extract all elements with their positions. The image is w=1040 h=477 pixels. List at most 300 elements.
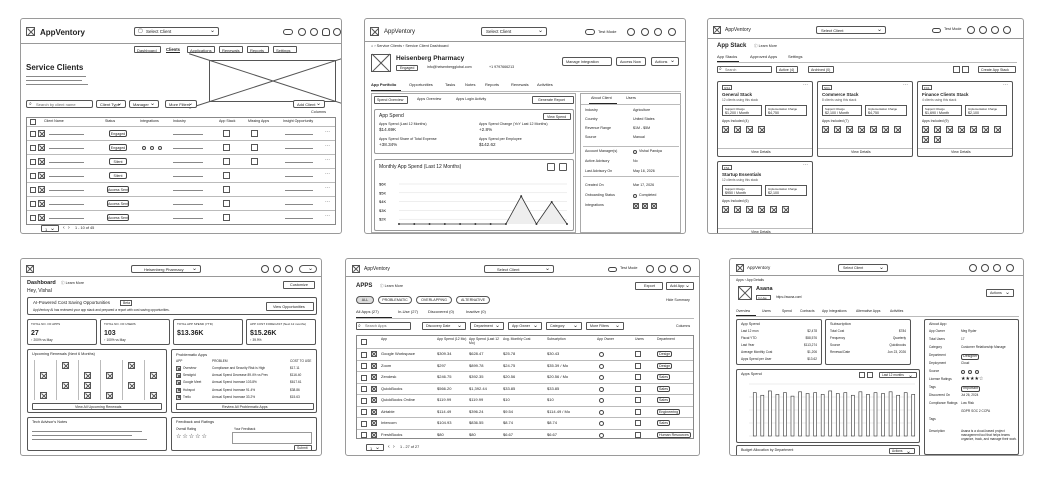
client-search-input[interactable]: ⌕ Search by client name bbox=[26, 100, 93, 108]
actions-button[interactable]: Actions ⌄ bbox=[651, 57, 679, 66]
app-stack-icon[interactable] bbox=[223, 172, 230, 179]
stack-menu-icon[interactable]: ⋯ bbox=[803, 82, 808, 88]
view-details-link[interactable]: View Details bbox=[851, 150, 871, 154]
client-logo bbox=[371, 54, 391, 72]
chart-type-icon[interactable] bbox=[559, 163, 567, 171]
users-add-icon[interactable] bbox=[635, 409, 641, 415]
about-label: Source bbox=[585, 135, 597, 139]
select-client-dropdown[interactable]: Select Client ⌄ bbox=[838, 264, 888, 272]
table-row[interactable] bbox=[357, 429, 693, 440]
renewal-app-icon[interactable] bbox=[150, 392, 157, 399]
table-row[interactable] bbox=[27, 210, 335, 224]
table-header-cell: App Spend (Last 12 Mo) bbox=[469, 337, 499, 345]
renewal-app-icon[interactable] bbox=[84, 392, 91, 399]
logo-icon bbox=[26, 265, 34, 273]
app-stack-icon[interactable] bbox=[223, 144, 230, 151]
status-badge: Access Sent bbox=[108, 215, 128, 220]
missing-apps-icon[interactable] bbox=[251, 158, 258, 165]
spend-bar bbox=[814, 393, 817, 436]
nav-renewals[interactable]: Renewals bbox=[219, 46, 243, 53]
settings-icon[interactable] bbox=[981, 264, 989, 272]
tab-alternative-apps[interactable]: Alternative Apps bbox=[856, 309, 881, 313]
subscription-card: Subscription Total Cost $784 Frequency Quarterly Source Quickbooks Renewal Date Jun 23, 2026 bbox=[825, 319, 911, 365]
spend-last-12mo: $119.99 bbox=[469, 397, 484, 402]
app-icon bbox=[176, 373, 181, 378]
about-value: No bbox=[633, 159, 638, 163]
table-row[interactable] bbox=[357, 406, 693, 417]
table-row[interactable] bbox=[357, 383, 693, 394]
renewal-app-icon[interactable] bbox=[84, 372, 91, 379]
chart-export-icon[interactable] bbox=[547, 163, 555, 171]
select-client-dropdown[interactable]: Select Client ⌄ bbox=[481, 27, 547, 36]
data-point bbox=[505, 223, 507, 225]
tab-opportunities[interactable]: Opportunities bbox=[409, 82, 433, 87]
app-name: Sendgrid bbox=[183, 373, 196, 378]
y-tick-label: $4K bbox=[379, 199, 387, 205]
renewal-app-icon[interactable] bbox=[106, 372, 113, 379]
archived-filter[interactable]: Archived (0) bbox=[808, 66, 834, 73]
active-filter[interactable]: Active (4) bbox=[776, 66, 798, 73]
help-icon[interactable] bbox=[969, 264, 977, 272]
help-icon[interactable] bbox=[298, 28, 306, 36]
subscription-value: Quickbooks bbox=[889, 343, 906, 347]
learn-more-link[interactable]: ⓘ Learn More bbox=[61, 281, 84, 285]
select-client-dropdown[interactable]: Select Client ▢ ⌄ bbox=[134, 27, 219, 36]
breadcrumb: Apps › App Details bbox=[736, 278, 764, 282]
tab-approved-apps[interactable]: Approved Apps bbox=[750, 54, 778, 59]
learn-more-link[interactable]: ⓘ Learn More bbox=[380, 284, 403, 288]
user-menu[interactable] bbox=[299, 265, 317, 273]
filter-app-owner[interactable]: App Owner ⌄ bbox=[508, 322, 542, 330]
columns-button[interactable]: Columns bbox=[676, 324, 691, 328]
help-icon[interactable] bbox=[967, 26, 975, 34]
user-avatar-icon[interactable] bbox=[333, 28, 341, 36]
implementation-charge-box: Implementation Charge $2,100 bbox=[965, 105, 1007, 116]
table-header-cell: App Spend (12 Mo) bbox=[437, 337, 467, 341]
table-row[interactable] bbox=[357, 360, 693, 371]
about-label: Compliance Ratings bbox=[929, 401, 958, 405]
user-avatar-icon[interactable] bbox=[683, 265, 691, 273]
tab-notes[interactable]: Notes bbox=[465, 82, 476, 87]
spend-last-12mo: $396.24 bbox=[469, 408, 484, 414]
owner-avatar[interactable] bbox=[599, 433, 604, 438]
spend-value: $58,576 bbox=[805, 336, 817, 340]
missing-apps-icon[interactable] bbox=[251, 144, 258, 151]
spend-12mo: $114.49 bbox=[437, 408, 452, 414]
support-charge-box: Support Charge $950 / Month bbox=[722, 185, 762, 196]
app-icon bbox=[371, 374, 377, 380]
cost-value: $15.63 bbox=[290, 394, 300, 399]
hero-image-placeholder bbox=[209, 60, 336, 102]
spend-value: $1,206 bbox=[807, 350, 817, 354]
owner-avatar[interactable] bbox=[599, 387, 604, 392]
share-icon[interactable] bbox=[261, 265, 269, 273]
table-row[interactable] bbox=[357, 394, 693, 405]
app-description: Asana is a cloud-based project management tool that helps teams organize, track, and manage their work. bbox=[961, 429, 1017, 441]
next-page-icon[interactable]: › bbox=[68, 225, 70, 231]
settings-icon[interactable] bbox=[641, 28, 649, 36]
kpi-label: APP COST FORECAST (Next 12 months) bbox=[250, 322, 307, 326]
nav-applications[interactable]: Applications bbox=[187, 46, 215, 53]
stack-clients: 8 clients using this stack bbox=[822, 98, 857, 102]
spend-last-12mo: $1,392.44 bbox=[469, 385, 487, 391]
settings-icon[interactable] bbox=[658, 265, 666, 273]
app-icon bbox=[946, 126, 953, 133]
app-spend-card: App Spend View Spend Apps Spend (Last 12 Months) $14.69K Apps Spend Change (YoY Last 12 Months) +2.8% Apps Spend Share of Total Expense +38.34% Apps Spend per Employee $142.62 bbox=[374, 109, 574, 154]
app-icon bbox=[371, 409, 377, 415]
spend-bar bbox=[882, 394, 885, 436]
table-row[interactable] bbox=[27, 126, 335, 140]
actions-button[interactable]: Actions ⌄ bbox=[986, 289, 1014, 297]
nav-settings[interactable]: Settings bbox=[273, 46, 297, 53]
generate-report-button[interactable]: Generate Report bbox=[532, 96, 574, 104]
tab-activities[interactable]: Activities bbox=[537, 82, 553, 87]
row-menu-icon[interactable]: ⋯ bbox=[325, 143, 330, 149]
user-avatar-icon[interactable] bbox=[1003, 26, 1011, 34]
users-add-icon[interactable] bbox=[635, 351, 641, 357]
owner-avatar[interactable] bbox=[599, 421, 604, 426]
status-badge: Silent bbox=[109, 158, 127, 165]
spend-12mo: $119.99 bbox=[437, 397, 452, 402]
row-menu-icon[interactable]: ⋯ bbox=[325, 171, 330, 177]
implementation-charge-box: Implementation Charge $2,100 bbox=[765, 185, 807, 196]
filter-department[interactable]: Department ⌄ bbox=[470, 322, 504, 330]
apps-included-label: Apps Included (7) bbox=[822, 119, 849, 123]
spend-bar bbox=[761, 395, 764, 436]
app-stack-card[interactable] bbox=[717, 161, 813, 234]
app-stack-icon[interactable] bbox=[223, 186, 230, 193]
user-avatar-icon[interactable] bbox=[668, 28, 676, 36]
subscription: $20.56 / Mo bbox=[547, 374, 569, 379]
app-icon bbox=[371, 420, 377, 426]
problematic-row[interactable] bbox=[172, 388, 318, 395]
users-add-icon[interactable] bbox=[635, 363, 641, 369]
add-app-button[interactable]: Add App ⌄ bbox=[666, 282, 694, 290]
bell-icon[interactable] bbox=[285, 265, 293, 273]
chip-overlapping[interactable]: OVERLAPPING bbox=[416, 296, 452, 304]
department-badge: Sales bbox=[659, 421, 668, 425]
app-icon bbox=[758, 126, 765, 133]
budget-actions-button[interactable]: Actions ⌄ bbox=[889, 448, 915, 454]
page-select[interactable]: 1 ⌄ bbox=[366, 444, 384, 451]
next-page-icon[interactable]: › bbox=[393, 444, 395, 450]
filter-more-filters[interactable]: More Filters ⌄ bbox=[586, 322, 624, 330]
table-row[interactable] bbox=[27, 168, 335, 182]
row-menu-icon[interactable]: ⋯ bbox=[325, 157, 330, 163]
bell-icon[interactable] bbox=[670, 265, 678, 273]
tab-renewals[interactable]: Renewals bbox=[511, 82, 529, 87]
create-app-stack-button[interactable]: Create App Stack bbox=[978, 66, 1016, 73]
row-menu-icon[interactable]: ⋯ bbox=[325, 199, 330, 205]
table-row[interactable] bbox=[357, 371, 693, 382]
view-renewals-button[interactable]: View All Upcoming Renewals bbox=[32, 403, 162, 410]
table-row[interactable] bbox=[27, 140, 335, 154]
subscription: $8.74 bbox=[547, 420, 558, 425]
stack-menu-icon[interactable]: ⋯ bbox=[903, 82, 908, 88]
tab-contracts[interactable]: Contracts bbox=[800, 309, 815, 313]
subtab-spend-overview[interactable]: Spend Overview bbox=[374, 96, 408, 104]
view-details-link[interactable]: View Details bbox=[751, 150, 771, 154]
y-tick-label: $3K bbox=[379, 207, 387, 213]
users-add-icon[interactable] bbox=[635, 432, 641, 438]
renewal-app-icon[interactable] bbox=[128, 362, 135, 369]
subtab-0[interactable]: All Apps (27) bbox=[356, 309, 379, 314]
renewal-app-icon[interactable] bbox=[84, 382, 91, 389]
problematic-row[interactable] bbox=[172, 373, 318, 380]
manager-filter[interactable]: Manager ⌄ bbox=[129, 100, 159, 108]
app-icon bbox=[934, 136, 941, 143]
nav-clients[interactable]: Clients bbox=[166, 46, 180, 52]
view-details-link[interactable]: View Details bbox=[951, 150, 971, 154]
subtab-apps-login-activity[interactable]: Apps Login Activity bbox=[456, 97, 487, 101]
users-add-icon[interactable] bbox=[635, 386, 641, 392]
owner-avatar[interactable] bbox=[599, 352, 604, 357]
client-type-filter[interactable]: Client Type ⌄ bbox=[96, 100, 126, 108]
app-stack-card[interactable] bbox=[917, 81, 1013, 157]
subtab-2[interactable]: Discovered (0) bbox=[428, 309, 455, 314]
bell-icon[interactable] bbox=[654, 28, 662, 36]
stack-menu-icon[interactable]: ⋯ bbox=[1003, 82, 1008, 88]
avg-monthly: $20.56 bbox=[503, 374, 516, 379]
prev-page-icon[interactable]: ‹ bbox=[63, 225, 65, 231]
page-title: APPS bbox=[356, 283, 373, 289]
apps-search-input[interactable]: ⌕ Search Apps bbox=[356, 322, 411, 330]
client-dropdown[interactable]: Heisenberg Pharmacy ⌄ bbox=[131, 265, 201, 273]
subtab-1[interactable]: In-Use (27) bbox=[398, 309, 419, 314]
implementation-charge-box: Implementation Charge $4,750 bbox=[765, 105, 807, 116]
spend-last-12mo: $392.35 bbox=[469, 374, 484, 379]
chip-problematic[interactable]: PROBLEMATIC bbox=[378, 296, 412, 304]
apps-spend-chart bbox=[741, 380, 917, 440]
app-name: Airtable bbox=[381, 408, 395, 414]
help-icon[interactable] bbox=[627, 28, 635, 36]
app-stack-icon[interactable] bbox=[223, 130, 230, 137]
help-icon[interactable] bbox=[646, 265, 654, 273]
about-label: Created On bbox=[585, 183, 604, 187]
app-icon bbox=[934, 126, 941, 133]
bell-icon[interactable] bbox=[322, 28, 330, 36]
row-menu-icon[interactable]: ⋯ bbox=[325, 129, 330, 135]
logo-icon bbox=[26, 27, 35, 36]
table-header: Client Name Status Integrations Industry App Stack Missing Apps Insight Opportunity bbox=[27, 118, 335, 126]
problem-text: Annual Spend Increase 103.8% bbox=[212, 380, 257, 385]
tab-settings[interactable]: Settings bbox=[788, 54, 803, 59]
about-badge: Important bbox=[961, 386, 980, 393]
table-row[interactable] bbox=[357, 348, 693, 359]
table-row[interactable] bbox=[357, 417, 693, 428]
app-title: Asana bbox=[756, 286, 773, 292]
app-stack-card[interactable] bbox=[817, 81, 913, 157]
pagination-label: 1 - 10 of 45 bbox=[75, 226, 95, 230]
app-icon bbox=[994, 126, 1001, 133]
stack-tag: GS1 bbox=[724, 86, 731, 90]
spend-label: Last 12 mon bbox=[741, 329, 759, 333]
check-icon bbox=[633, 194, 637, 198]
chip-alternative[interactable]: ALTERNATIVE bbox=[456, 296, 490, 304]
renewal-app-icon[interactable] bbox=[150, 372, 157, 379]
view-spend-button[interactable]: View Spend bbox=[543, 113, 571, 120]
owner-avatar[interactable] bbox=[599, 398, 604, 403]
rating-stars[interactable]: ☆☆☆☆☆ bbox=[176, 434, 208, 440]
tab-reports[interactable]: Reports bbox=[485, 82, 500, 87]
tab-about-client[interactable]: About Client bbox=[591, 96, 612, 100]
more-filters[interactable]: More Filters ⌄ bbox=[165, 100, 197, 108]
owner-avatar[interactable] bbox=[599, 375, 604, 380]
stack-clients: 4 clients using this stack bbox=[922, 98, 957, 102]
department-badge: Human Resources bbox=[659, 432, 689, 437]
app-stack-card[interactable] bbox=[717, 81, 813, 157]
problem-text: Annual Spend Increase 33.2% bbox=[212, 394, 256, 399]
users-add-icon[interactable] bbox=[635, 374, 641, 380]
tab-app-integrations[interactable]: App Integrations bbox=[822, 309, 847, 313]
view-opportunities-button[interactable]: View Opportunities bbox=[266, 302, 314, 311]
client-name: Heisenberg Pharmacy bbox=[396, 55, 465, 62]
renewal-app-icon[interactable] bbox=[40, 392, 47, 399]
problematic-row[interactable] bbox=[172, 395, 318, 402]
select-client-dropdown[interactable]: Select Client ⌄ bbox=[816, 26, 886, 34]
export-button[interactable]: Export bbox=[635, 282, 663, 290]
row-menu-icon[interactable]: ⋯ bbox=[325, 213, 330, 219]
table-row[interactable] bbox=[27, 182, 335, 196]
tab-app-stacks[interactable]: App Stacks bbox=[717, 54, 738, 59]
subtab-apps-overview[interactable]: Apps Overview bbox=[417, 97, 442, 101]
tab-spend[interactable]: Spend bbox=[782, 309, 792, 313]
tab-activities[interactable]: Activities bbox=[890, 309, 904, 313]
integration-icon bbox=[642, 203, 648, 209]
columns-button[interactable]: Columns bbox=[311, 110, 326, 114]
users-add-icon[interactable] bbox=[635, 420, 641, 426]
tab-app-portfolio[interactable]: App Portfolio bbox=[371, 82, 397, 87]
tab-users[interactable]: Users bbox=[762, 309, 771, 313]
table-row[interactable] bbox=[27, 196, 335, 210]
feedback-input[interactable] bbox=[232, 432, 312, 444]
app-name: AppVentory bbox=[40, 28, 85, 37]
avg-monthly: $6.67 bbox=[503, 431, 514, 437]
users-add-icon[interactable] bbox=[635, 397, 641, 403]
settings-icon[interactable] bbox=[310, 28, 318, 36]
customize-button[interactable]: Customize bbox=[283, 281, 315, 289]
app-icon bbox=[834, 126, 841, 133]
renewal-app-icon[interactable] bbox=[40, 372, 47, 379]
submit-feedback-button[interactable]: Submit bbox=[294, 445, 312, 451]
bell-icon[interactable] bbox=[991, 26, 999, 34]
building-icon: ▢ bbox=[138, 28, 143, 34]
spend-bar bbox=[791, 396, 794, 436]
filter-category[interactable]: Category ⌄ bbox=[546, 322, 582, 330]
select-client-dropdown[interactable]: Select Client ⌄ bbox=[484, 265, 554, 273]
settings-icon[interactable] bbox=[979, 26, 987, 34]
test-mode-toggle[interactable] bbox=[608, 267, 617, 272]
source-icon bbox=[975, 370, 979, 374]
spend-12mo: $566.20 bbox=[437, 385, 452, 391]
app-stack-icon[interactable] bbox=[223, 214, 230, 221]
grid-view-icon[interactable] bbox=[953, 66, 960, 73]
missing-apps-icon[interactable] bbox=[251, 130, 258, 137]
account-manager-label: Account Manager(s) bbox=[585, 149, 618, 153]
problematic-row[interactable] bbox=[172, 380, 318, 387]
owner-avatar[interactable] bbox=[599, 364, 604, 369]
view-details-link[interactable]: View Details bbox=[751, 230, 771, 234]
app-icon bbox=[822, 126, 829, 133]
stack-search-input[interactable]: ⌕ Search bbox=[717, 66, 772, 73]
table-header-cell: App bbox=[381, 337, 388, 341]
page-select[interactable]: 1 ⌄ bbox=[41, 225, 59, 232]
spend-bar bbox=[851, 395, 854, 436]
renewal-app-icon[interactable] bbox=[106, 392, 113, 399]
review-problematic-button[interactable]: Review All Problematic Apps bbox=[176, 403, 314, 410]
spend-bar bbox=[897, 395, 900, 436]
prev-page-icon[interactable]: ‹ bbox=[388, 444, 390, 450]
help-icon[interactable] bbox=[273, 265, 281, 273]
support-charge-box: Support Charge $2,100 / Month bbox=[822, 105, 862, 116]
access-now-button[interactable]: Access Now bbox=[616, 57, 646, 66]
app-stack-icon[interactable] bbox=[223, 158, 230, 165]
tab-overview[interactable]: Overview bbox=[736, 309, 751, 313]
support-charge-box: Support Charge $1,690 / Month bbox=[922, 105, 962, 116]
panel-dashboard bbox=[20, 258, 322, 456]
client-logo-icon bbox=[38, 186, 45, 193]
user-avatar-icon[interactable] bbox=[1006, 264, 1014, 272]
manage-integration-button[interactable]: Manage Integration bbox=[562, 57, 612, 66]
nav-reports[interactable]: Reports bbox=[247, 46, 269, 53]
renewal-app-icon[interactable] bbox=[62, 362, 69, 369]
problem-text: Compliance and Security Risk is High bbox=[212, 366, 266, 370]
app-stack-icon[interactable] bbox=[223, 200, 230, 207]
client-logo-icon bbox=[38, 158, 45, 165]
table-row[interactable] bbox=[27, 154, 335, 168]
department-badge: Design bbox=[659, 352, 671, 356]
tab-tasks[interactable]: Tasks bbox=[445, 82, 456, 87]
summary-toggle[interactable]: Hide Summary bbox=[666, 298, 690, 302]
app-icon bbox=[176, 388, 181, 393]
tab-users[interactable]: Users bbox=[626, 96, 636, 100]
ai-opportunities-card: AI-Powered Cost Saving Opportunities Beta AppVentory AI has reviewed your app stack and prepared a report with cost saving opportunities. View Opportunities bbox=[27, 297, 317, 315]
app-icon bbox=[970, 126, 977, 133]
subtab-3[interactable]: Inactive (0) bbox=[466, 309, 486, 314]
app-name: Google Workspace bbox=[381, 351, 415, 356]
app-icon bbox=[371, 432, 377, 438]
owner-avatar[interactable] bbox=[599, 410, 604, 415]
apps-included-label: Apps Included (6) bbox=[722, 199, 749, 203]
chip-all[interactable]: ALL bbox=[356, 296, 374, 304]
integration-icon bbox=[142, 146, 146, 150]
cost-value: $38.86 bbox=[290, 387, 300, 392]
problematic-row[interactable] bbox=[172, 366, 318, 373]
spend-bar bbox=[859, 392, 862, 436]
test-mode-toggle[interactable] bbox=[283, 29, 293, 35]
data-point bbox=[459, 223, 461, 225]
chart-export-icon[interactable] bbox=[867, 372, 873, 378]
nav-dashboard[interactable]: Dashboard bbox=[134, 46, 161, 53]
row-menu-icon[interactable]: ⋯ bbox=[325, 185, 330, 191]
app-icon bbox=[371, 386, 377, 392]
list-view-icon[interactable] bbox=[962, 66, 969, 73]
test-mode-toggle[interactable] bbox=[932, 28, 941, 33]
table-header-cell: Subscription bbox=[547, 337, 566, 341]
app-url[interactable]: https://asana.com/ bbox=[776, 295, 803, 299]
chart-type-icon[interactable] bbox=[859, 372, 865, 378]
add-client-button[interactable]: Add Client ⌄ bbox=[293, 100, 325, 108]
test-mode-toggle[interactable] bbox=[585, 29, 595, 35]
learn-more-link[interactable]: ⓘ Learn More bbox=[754, 44, 777, 48]
stack-menu-icon[interactable]: ⋯ bbox=[803, 162, 808, 168]
filter-discovery-date[interactable]: Discovery Date ⌄ bbox=[422, 322, 466, 330]
bell-icon[interactable] bbox=[993, 264, 1001, 272]
renewal-app-icon[interactable] bbox=[128, 382, 135, 389]
renewal-app-icon[interactable] bbox=[62, 382, 69, 389]
about-label: Onboarding Status bbox=[585, 193, 615, 197]
chart-range-select[interactable]: Last 12 months ⌄ bbox=[879, 372, 917, 378]
